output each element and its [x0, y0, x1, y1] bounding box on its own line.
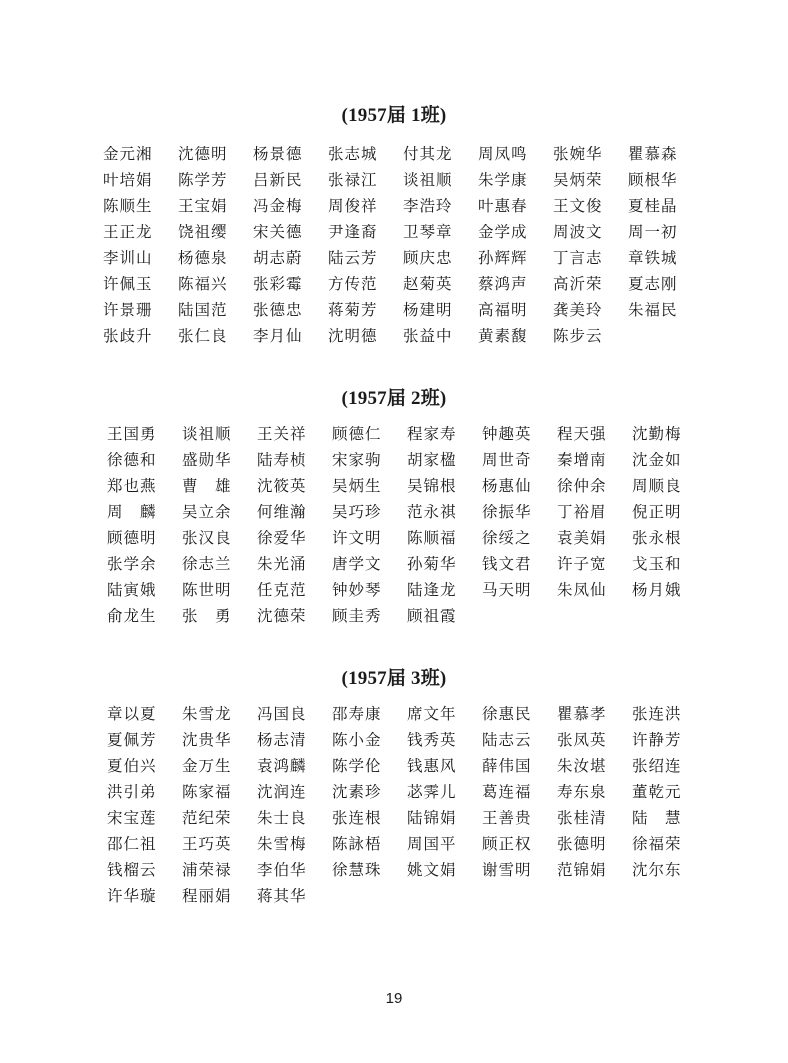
- student-name: 范锦娟: [557, 861, 607, 879]
- name-grid: [107, 701, 707, 909]
- student-name: 陈家福: [182, 783, 232, 801]
- student-name: 夏桂晶: [628, 197, 678, 215]
- student-name: 朱士良: [257, 809, 307, 827]
- student-name: 陆 慧: [632, 809, 682, 827]
- student-name: 朱光涌: [257, 555, 307, 573]
- student-name: 周波文: [553, 223, 603, 241]
- student-name: 章铁城: [628, 249, 678, 267]
- student-name: 周俊祥: [328, 197, 378, 215]
- student-name: 顾正权: [482, 835, 532, 853]
- student-name: 邵仁祖: [107, 835, 157, 853]
- student-name: 杨惠仙: [482, 477, 532, 495]
- student-name: 陈学伦: [332, 757, 382, 775]
- name-row: [107, 473, 707, 499]
- name-row: [107, 447, 707, 473]
- student-name: 马天明: [482, 581, 532, 599]
- student-name: 宋关德: [253, 223, 303, 241]
- student-name: 许华璇: [107, 887, 157, 905]
- student-name: 沈尔东: [632, 861, 682, 879]
- student-name: 王巧英: [182, 835, 232, 853]
- student-name: 张歧升: [103, 327, 153, 345]
- student-name: 袁美娟: [557, 529, 607, 547]
- student-name: 徐绥之: [482, 529, 532, 547]
- name-row: [107, 753, 707, 779]
- student-name: 叶惠春: [478, 197, 528, 215]
- student-name: 王文俊: [553, 197, 603, 215]
- student-name: 张连洪: [632, 705, 682, 723]
- student-name: 任克范: [257, 581, 307, 599]
- student-name: 吴立余: [182, 503, 232, 521]
- name-row: [103, 219, 703, 245]
- name-row: [103, 167, 703, 193]
- student-name: 高沂荣: [553, 275, 603, 293]
- student-name: 秦增南: [557, 451, 607, 469]
- student-name: 李训山: [103, 249, 153, 267]
- name-row: [107, 421, 707, 447]
- student-name: 浦荣禄: [182, 861, 232, 879]
- student-name: 金万生: [182, 757, 232, 775]
- student-name: 沈润连: [257, 783, 307, 801]
- student-name: 赵菊英: [403, 275, 453, 293]
- student-name: 徐振华: [482, 503, 532, 521]
- student-name: 朱凤仙: [557, 581, 607, 599]
- student-name: 张彩霉: [253, 275, 303, 293]
- student-name: 朱雪梅: [257, 835, 307, 853]
- student-name: 俞龙生: [107, 607, 157, 625]
- student-name: 程家寿: [407, 425, 457, 443]
- student-name: 唐学文: [332, 555, 382, 573]
- student-name: 顾德明: [107, 529, 157, 547]
- student-name: 王关祥: [257, 425, 307, 443]
- student-name: 瞿慕孝: [557, 705, 607, 723]
- student-name: 王善贵: [482, 809, 532, 827]
- student-name: 丁言志: [553, 249, 603, 267]
- student-name: 洪引弟: [107, 783, 157, 801]
- name-row: [103, 323, 703, 349]
- student-name: 陆国范: [178, 301, 228, 319]
- student-name: 卫琴章: [403, 223, 453, 241]
- student-name: 陈顺生: [103, 197, 153, 215]
- student-name: 张凤英: [557, 731, 607, 749]
- student-name: 陆志云: [482, 731, 532, 749]
- student-name: 范纪荣: [182, 809, 232, 827]
- student-name: 程天强: [557, 425, 607, 443]
- student-name: 陆云芳: [328, 249, 378, 267]
- name-row: [107, 727, 707, 753]
- student-name: 王正龙: [103, 223, 153, 241]
- student-name: 张永根: [632, 529, 682, 547]
- student-name: 陆寅娥: [107, 581, 157, 599]
- student-name: 吴炳生: [332, 477, 382, 495]
- student-name: 杨德泉: [178, 249, 228, 267]
- name-row: [103, 193, 703, 219]
- student-name: 邵寿康: [332, 705, 382, 723]
- student-name: 陆寿桢: [257, 451, 307, 469]
- student-name: 张婉华: [553, 145, 603, 163]
- name-row: [107, 883, 707, 909]
- student-name: 沈素珍: [332, 783, 382, 801]
- student-name: 沈金如: [632, 451, 682, 469]
- student-name: 徐德和: [107, 451, 157, 469]
- student-name: 张禄江: [328, 171, 378, 189]
- student-name: 徐仲余: [557, 477, 607, 495]
- student-name: 谈祖顺: [182, 425, 232, 443]
- student-name: 董乾元: [632, 783, 682, 801]
- student-name: 尹逢裔: [328, 223, 378, 241]
- student-name: 沈筱英: [257, 477, 307, 495]
- student-name: 钱惠风: [407, 757, 457, 775]
- student-name: 张连根: [332, 809, 382, 827]
- student-name: 饶祖缨: [178, 223, 228, 241]
- student-name: 夏佩芳: [107, 731, 157, 749]
- student-name: 许佩玉: [103, 275, 153, 293]
- student-name: 金元湘: [103, 145, 153, 163]
- student-name: 张志城: [328, 145, 378, 163]
- student-name: 姚文娟: [407, 861, 457, 879]
- student-name: 范永祺: [407, 503, 457, 521]
- student-name: 朱雪龙: [182, 705, 232, 723]
- student-name: 张绍连: [632, 757, 682, 775]
- name-row: [107, 779, 707, 805]
- student-name: 钟趣英: [482, 425, 532, 443]
- student-name: 孙菊华: [407, 555, 457, 573]
- student-name: 曹 雄: [182, 477, 232, 495]
- student-name: 金学成: [478, 223, 528, 241]
- student-name: 宋家驹: [332, 451, 382, 469]
- student-name: 章以夏: [107, 705, 157, 723]
- student-name: 郑也燕: [107, 477, 157, 495]
- name-row: [103, 245, 703, 271]
- student-name: 张汉良: [182, 529, 232, 547]
- student-name: 杨月娥: [632, 581, 682, 599]
- student-name: 方传范: [328, 275, 378, 293]
- student-name: 徐慧珠: [332, 861, 382, 879]
- student-name: 李浩玲: [403, 197, 453, 215]
- student-name: 何维瀚: [257, 503, 307, 521]
- student-name: 杨建明: [403, 301, 453, 319]
- student-name: 周 麟: [107, 503, 157, 521]
- student-name: 陆锦娟: [407, 809, 457, 827]
- student-name: 陈小金: [332, 731, 382, 749]
- name-row: [107, 577, 707, 603]
- student-name: 陈詠梧: [332, 835, 382, 853]
- student-name: 陈步云: [553, 327, 603, 345]
- student-name: 付其龙: [403, 145, 453, 163]
- student-name: 蒋其华: [257, 887, 307, 905]
- student-name: 钱秀英: [407, 731, 457, 749]
- student-name: 沈贵华: [182, 731, 232, 749]
- student-name: 朱学康: [478, 171, 528, 189]
- student-name: 张 勇: [182, 607, 232, 625]
- student-name: 叶培娟: [103, 171, 153, 189]
- student-name: 钱文君: [482, 555, 532, 573]
- student-name: 谢雪明: [482, 861, 532, 879]
- student-name: 薛伟国: [482, 757, 532, 775]
- student-name: 吴锦根: [407, 477, 457, 495]
- student-name: 夏伯兴: [107, 757, 157, 775]
- student-name: 朱福民: [628, 301, 678, 319]
- page-number: 19: [385, 990, 403, 1007]
- student-name: 张仁良: [178, 327, 228, 345]
- student-name: 徐惠民: [482, 705, 532, 723]
- student-name: 蔡鸿声: [478, 275, 528, 293]
- student-name: 陈福兴: [178, 275, 228, 293]
- student-name: 吕新民: [253, 171, 303, 189]
- student-name: 丁裕眉: [557, 503, 607, 521]
- student-name: 戈玉和: [632, 555, 682, 573]
- student-name: 陈学芳: [178, 171, 228, 189]
- student-name: 周顺良: [632, 477, 682, 495]
- student-name: 张桂清: [557, 809, 607, 827]
- section-heading: (1957届 1班): [341, 105, 447, 126]
- student-name: 吴巧珍: [332, 503, 382, 521]
- student-name: 陈顺福: [407, 529, 457, 547]
- name-row: [103, 271, 703, 297]
- student-name: 许文明: [332, 529, 382, 547]
- student-name: 倪正明: [632, 503, 682, 521]
- student-name: 王国勇: [107, 425, 157, 443]
- name-grid: [107, 421, 707, 629]
- student-name: 沈德明: [178, 145, 228, 163]
- student-name: 顾圭秀: [332, 607, 382, 625]
- student-name: 沈德荣: [257, 607, 307, 625]
- student-name: 王宝娟: [178, 197, 228, 215]
- student-name: 陈世明: [182, 581, 232, 599]
- student-name: 张益中: [403, 327, 453, 345]
- name-row: [107, 857, 707, 883]
- student-name: 孙辉辉: [478, 249, 528, 267]
- student-name: 顾祖霞: [407, 607, 457, 625]
- student-name: 沈勤梅: [632, 425, 682, 443]
- student-name: 张学余: [107, 555, 157, 573]
- name-row: [107, 805, 707, 831]
- student-name: 吴炳荣: [553, 171, 603, 189]
- student-name: 钟妙琴: [332, 581, 382, 599]
- student-name: 夏志刚: [628, 275, 678, 293]
- student-name: 张德忠: [253, 301, 303, 319]
- student-name: 宋宝莲: [107, 809, 157, 827]
- student-name: 张德明: [557, 835, 607, 853]
- name-row: [107, 701, 707, 727]
- student-name: 沈明德: [328, 327, 378, 345]
- student-name: 苾霁儿: [407, 783, 457, 801]
- student-name: 徐福荣: [632, 835, 682, 853]
- student-name: 袁鸿麟: [257, 757, 307, 775]
- student-name: 徐爱华: [257, 529, 307, 547]
- student-name: 顾根华: [628, 171, 678, 189]
- student-name: 杨志清: [257, 731, 307, 749]
- student-name: 蒋菊芳: [328, 301, 378, 319]
- student-name: 李月仙: [253, 327, 303, 345]
- student-name: 席文年: [407, 705, 457, 723]
- student-name: 胡志蔚: [253, 249, 303, 267]
- student-name: 陆逢龙: [407, 581, 457, 599]
- name-row: [103, 141, 703, 167]
- section-heading: (1957届 3班): [341, 668, 447, 689]
- student-name: 周世奇: [482, 451, 532, 469]
- student-name: 谈祖顺: [403, 171, 453, 189]
- student-name: 朱汝堪: [557, 757, 607, 775]
- student-name: 寿东泉: [557, 783, 607, 801]
- student-name: 周凤鸣: [478, 145, 528, 163]
- student-name: 葛连福: [482, 783, 532, 801]
- name-row: [107, 603, 707, 629]
- name-row: [103, 297, 703, 323]
- student-name: 高福明: [478, 301, 528, 319]
- student-name: 冯金梅: [253, 197, 303, 215]
- student-name: 杨景德: [253, 145, 303, 163]
- name-row: [107, 831, 707, 857]
- student-name: 顾庆忠: [403, 249, 453, 267]
- student-name: 胡家楹: [407, 451, 457, 469]
- student-name: 许景珊: [103, 301, 153, 319]
- student-name: 程丽娟: [182, 887, 232, 905]
- student-name: 周国平: [407, 835, 457, 853]
- student-name: 瞿慕森: [628, 145, 678, 163]
- name-row: [107, 551, 707, 577]
- student-name: 盛勋华: [182, 451, 232, 469]
- student-name: 徐志兰: [182, 555, 232, 573]
- student-name: 周一初: [628, 223, 678, 241]
- name-grid: [103, 141, 703, 349]
- student-name: 许静芳: [632, 731, 682, 749]
- student-name: 顾德仁: [332, 425, 382, 443]
- student-name: 钱榴云: [107, 861, 157, 879]
- student-name: 冯国良: [257, 705, 307, 723]
- student-name: 许子宽: [557, 555, 607, 573]
- name-row: [107, 499, 707, 525]
- name-row: [107, 525, 707, 551]
- student-name: 李伯华: [257, 861, 307, 879]
- student-name: 龚美玲: [553, 301, 603, 319]
- section-heading: (1957届 2班): [341, 388, 447, 409]
- student-name: 黄素馥: [478, 327, 528, 345]
